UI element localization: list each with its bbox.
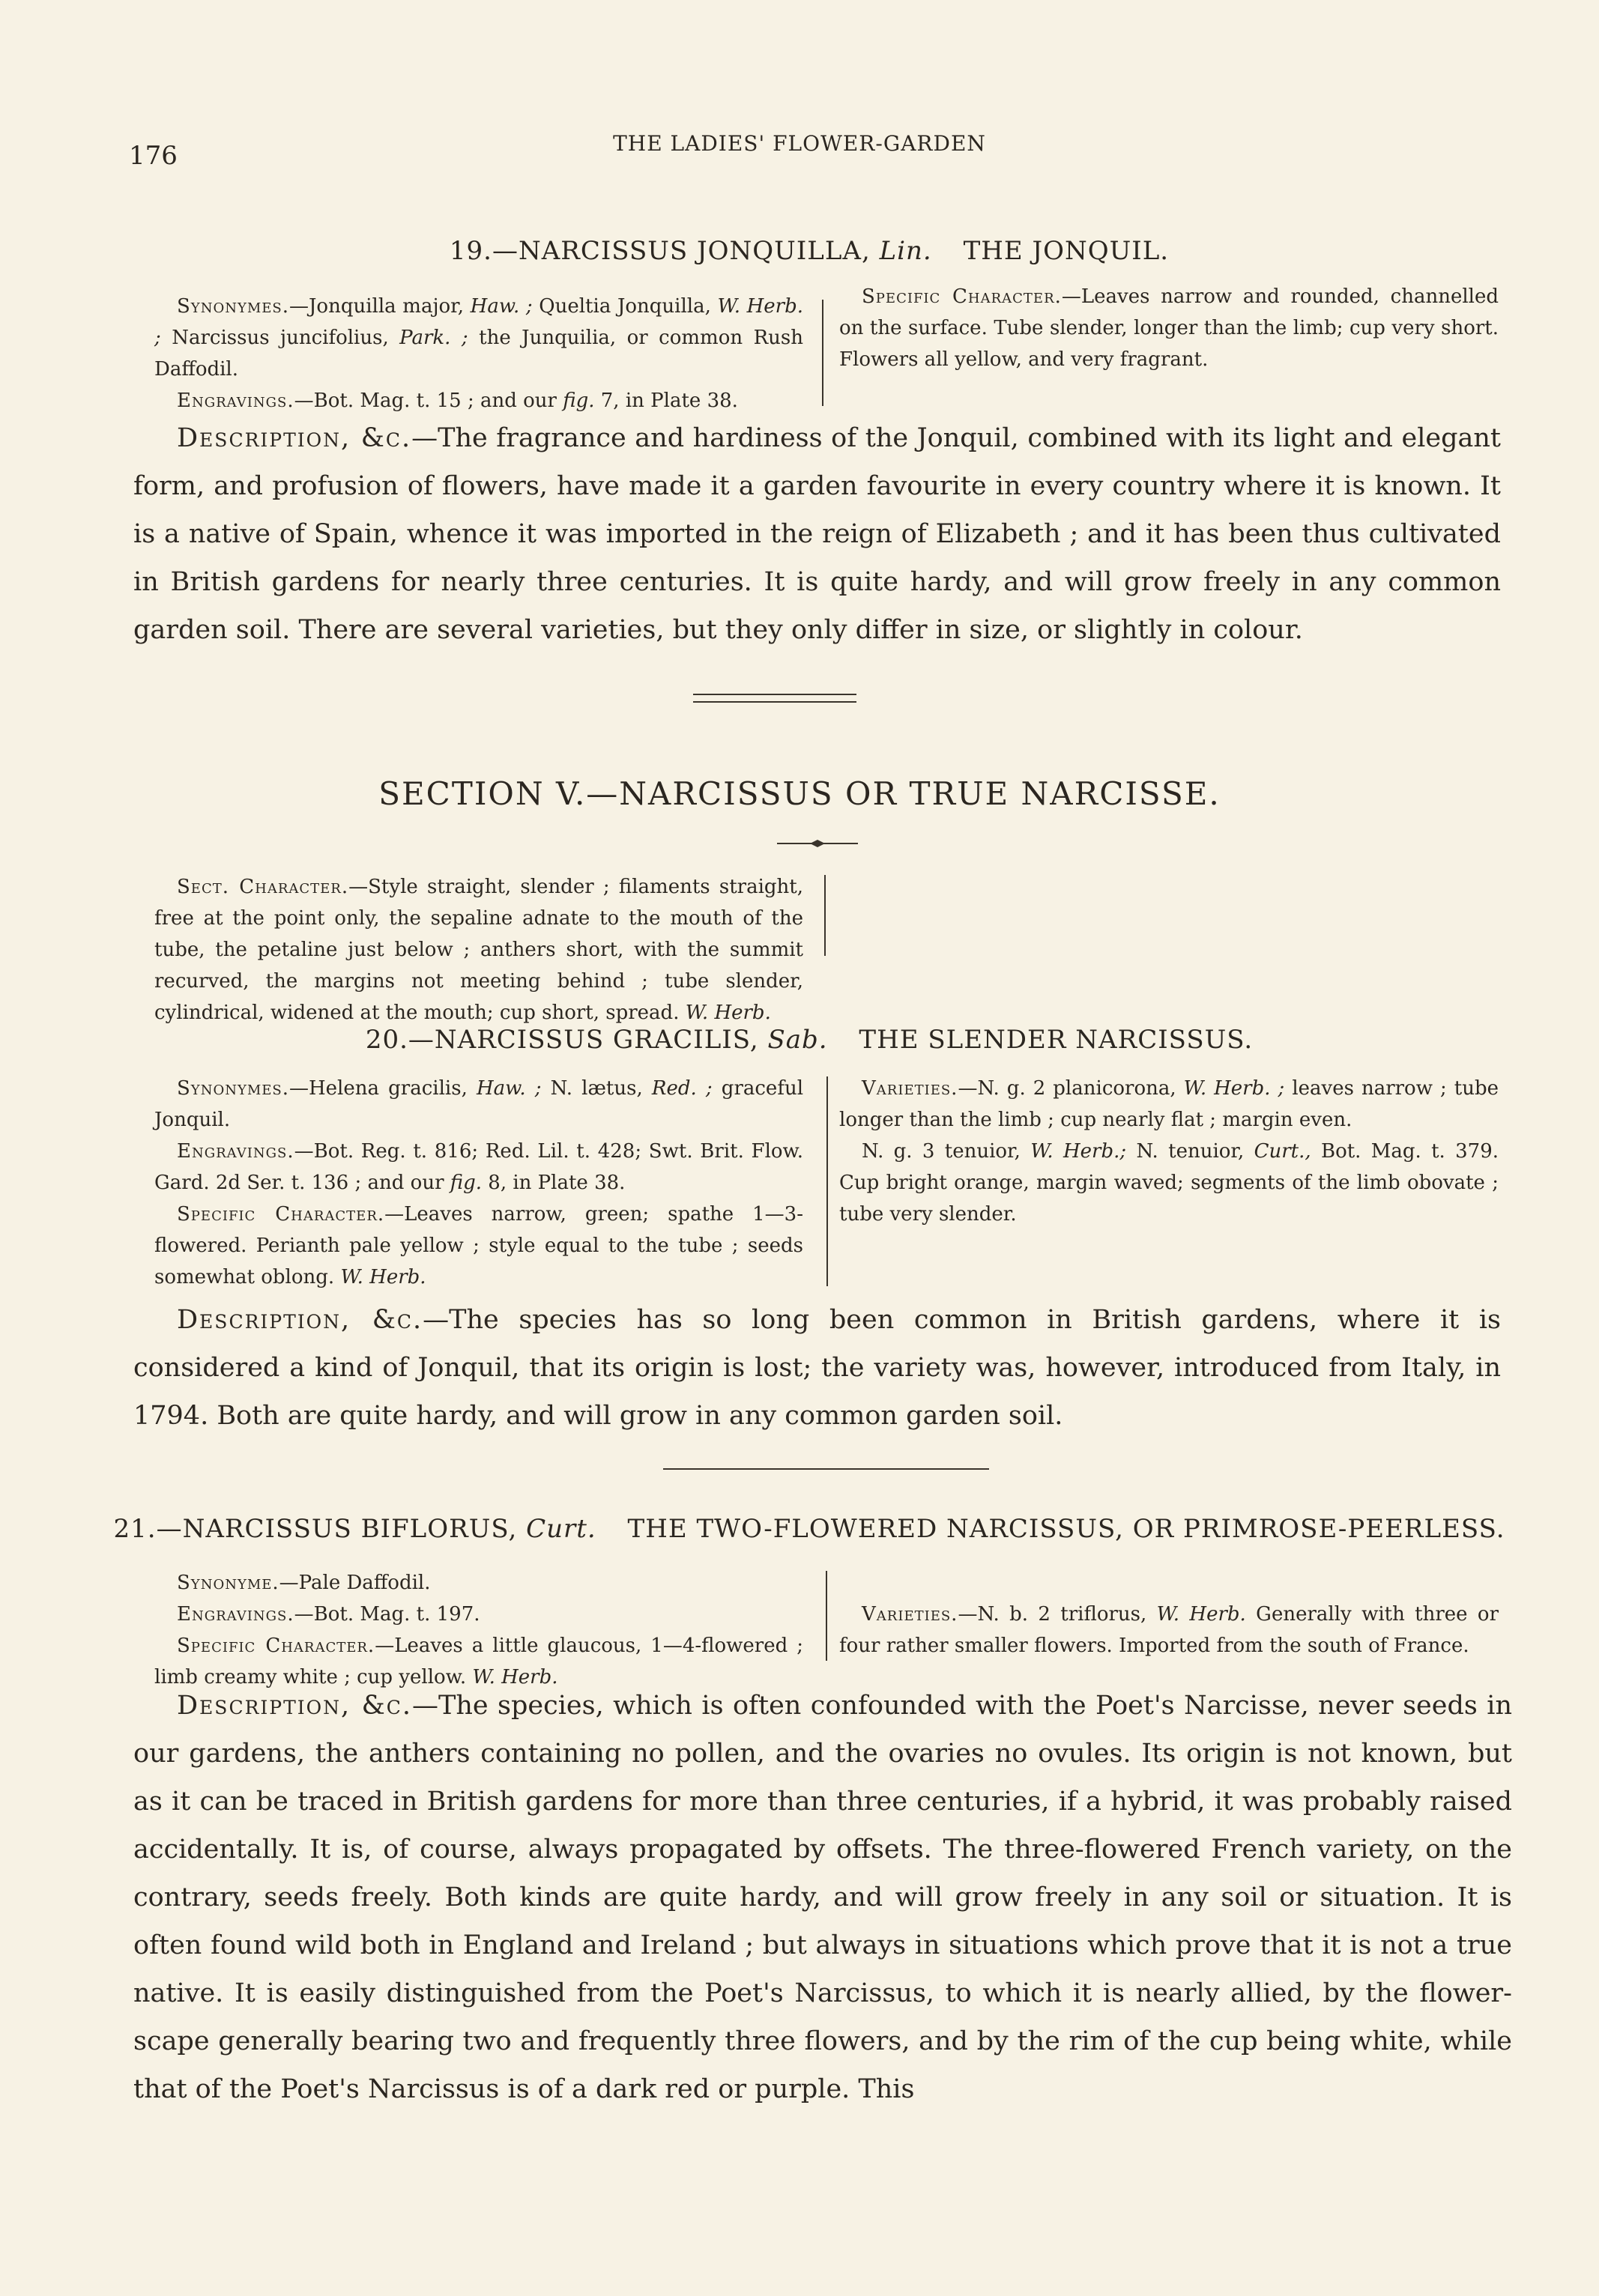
entry-21-varieties: Varieties.—N. b. 2 triflorus, W. Herb. Generally with three or four rather smaller flowers. Imported from the south of France. bbox=[839, 1603, 1499, 1657]
entry-21-right-column bbox=[839, 1599, 1499, 1662]
entry-19-title-author: Lin. bbox=[879, 236, 932, 266]
entry-19-synonymes: Synonymes.—Jonquilla major, Haw. ; Queltia Jonquilla, W. Herb. ; Narcissus juncifolius, Park. ; the Junquilia, or common Rush Daffodil. bbox=[154, 295, 804, 381]
section-5-character: Sect. Character.—Style straight, slender ; filaments straight, free at the point only, the sepaline adnate to the mouth of the tube, the petaline just below ; anthers short, with the summit recurved, the margins not meeting behind ; tube slender, cylindrical, widened at the mouth; cup short, spread. W. Herb. bbox=[154, 876, 804, 1024]
entry-21-title: 21.—NARCISSUS BIFLORUS, Curt. THE TWO-FLOWERED NARCISSUS, OR PRIMROSE-PEERLESS. bbox=[113, 1514, 1505, 1544]
column-divider bbox=[822, 300, 823, 406]
entry-21-description: Description, &c.—The species, which is often confounded with the Poet's Narcisse, never seeds in our gardens, the anthers containing no pollen, and the ovaries no ovules. Its origin is not known, but as it can be traced in British gardens for more than three centuries, if a hybrid, it was probably raised accidentally. It is, of course, always propagated by offsets. The three-flowered French variety, on the contrary, seeds freely. Both kinds are quite hardy, and will grow freely in any soil or situation. It is often found wild both in England and Ireland ; but always in situations which prove that it is not a true native. It is easily distinguished from the Poet's Narcissus, to which it is nearly allied, by the flower-scape generally bearing two and frequently three flowers, and by the rim of the cup being white, while that of the Poet's Narcissus is of a dark red or purple. This bbox=[133, 1691, 1512, 2104]
page-number: 176 bbox=[129, 141, 178, 171]
entry-19-engravings: Engravings.—Bot. Mag. t. 15 ; and our fig. 7, in Plate 38. bbox=[177, 390, 738, 412]
entry-21-engravings: Engravings.—Bot. Mag. t. 197. bbox=[177, 1603, 480, 1626]
single-rule-divider bbox=[663, 1468, 989, 1470]
entry-21-left-column bbox=[154, 1567, 803, 1693]
entry-20-description: Description, &c.—The species has so long been common in British gardens, where it is considered a kind of Jonquil, that its origin is lost; the variety was, however, introduced from Italy, in 1794. Both are quite hardy, and will grow in any common garden soil. bbox=[133, 1305, 1501, 1431]
section-5-left-column bbox=[154, 871, 803, 1029]
ornament-divider-icon bbox=[777, 838, 858, 849]
entry-19-description: Description, &c.—The fragrance and hardiness of the Jonquil, combined with its light and elegant form, and profusion of flowers, have made it a garden favourite in every country where it is known. It is a native of Spain, whence it was imported in the reign of Elizabeth ; and it has been thus cultivated in British gardens for nearly three centuries. It is quite hardy, and will grow freely in any common garden soil. There are several varieties, but they only differ in size, or slightly in colour. bbox=[133, 423, 1501, 645]
column-divider bbox=[826, 1571, 827, 1661]
entry-20-title: 20.—NARCISSUS GRACILIS, Sab. THE SLENDER NARCISSUS. bbox=[365, 1025, 1254, 1055]
entry-19-title bbox=[112, 236, 1506, 266]
entry-21-specific-character: Specific Character.—Leaves a little glaucous, 1—4-flowered ; limb creamy white ; cup yellow. W. Herb. bbox=[154, 1635, 803, 1688]
entry-20-left-column bbox=[154, 1073, 803, 1293]
entry-20-engravings: Engravings.—Bot. Reg. t. 816; Red. Lil. t. 428; Swt. Brit. Flow. Gard. 2d Ser. t. 136 ; and our fig. 8, in Plate 38. bbox=[154, 1140, 803, 1194]
entry-19-title-common: THE JONQUIL. bbox=[963, 236, 1170, 266]
column-divider bbox=[824, 875, 826, 956]
entry-20-variety-tenuior: N. g. 3 tenuior, W. Herb.; N. tenuior, Curt., Bot. Mag. t. 379. Cup bright orange, margin waved; segments of the limb obovate ; tube very slender. bbox=[839, 1140, 1499, 1226]
entry-19-title-main: 19.—NARCISSUS JONQUILLA, bbox=[449, 236, 871, 266]
running-head: THE LADIES' FLOWER-GARDEN bbox=[613, 131, 986, 156]
entry-20-right-column bbox=[839, 1073, 1499, 1230]
section-heading: SECTION V.—NARCISSUS OR TRUE NARCISSE. bbox=[378, 775, 1221, 812]
double-rule-divider bbox=[693, 694, 856, 703]
entry-20-synonymes: Synonymes.—Helena gracilis, Haw. ; N. lætus, Red. ; graceful Jonquil. bbox=[154, 1077, 804, 1131]
entry-21-synonyme: Synonyme.—Pale Daffodil. bbox=[177, 1572, 431, 1594]
entry-19-right-column bbox=[839, 281, 1499, 375]
entry-20-specific-character: Specific Character.—Leaves narrow, green; spathe 1—3-flowered. Perianth pale yellow ; style equal to the tube ; seeds somewhat oblong. W. Herb. bbox=[154, 1203, 804, 1288]
column-divider bbox=[826, 1076, 828, 1286]
entry-20-varieties: Varieties.—N. g. 2 planicorona, W. Herb. ; leaves narrow ; tube longer than the limb ; cup nearly flat ; margin even. bbox=[839, 1077, 1499, 1131]
entry-19-left-column bbox=[154, 291, 803, 417]
entry-19-specific-character: Specific Character.—Leaves narrow and rounded, channelled on the surface. Tube slender, longer than the limb; cup very short. Flowers all yellow, and very fragrant. bbox=[839, 285, 1499, 371]
